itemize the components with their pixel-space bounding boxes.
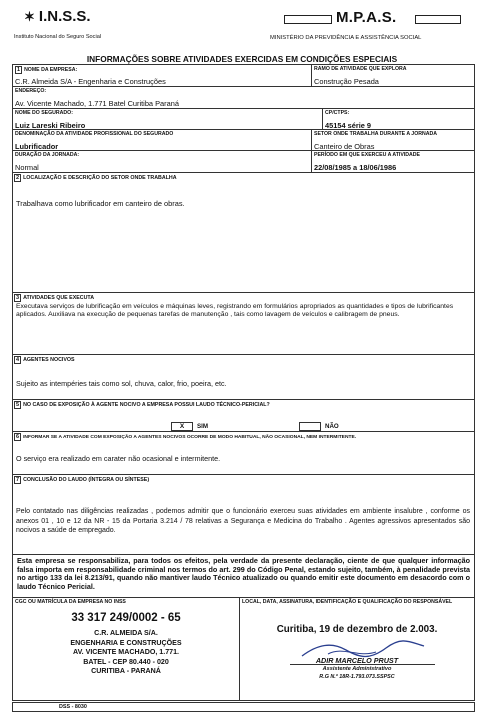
ctps-label: CP/CTPS: [325,110,350,116]
signer-rg: R.G N.º 18R-1.793.073.SSPSC [319,674,395,680]
branch-cell [312,65,474,86]
stamp-line-2: ENGENHARIA E CONSTRUÇÕES [70,638,182,647]
section-2-text: Trabalhava como lubrificador em canteiro de obras. [16,199,185,208]
insured-cell [13,109,323,129]
inss-logo-text: I.N.S.S. [38,8,91,25]
activity-label: DENOMINAÇÃO DA ATIVIDADE PROFISSIONAL DO SEGURADO [15,131,174,137]
activity-value: Lubrificador [15,142,59,151]
yes-label: SIM [197,423,209,430]
section-number: 7 [16,477,20,483]
declaration-text: Esta empresa se responsabiliza, para todos os efeitos, pela verdade da presente declaração, ciente de que qualquer informação falsa importa em responsabilidade criminal nos termos do art. 299 do Código Penal, estando sujeito, também, à penalidade prevista no artigo 133 da lei 8.213/91, quando não mantiver laudo Técnico atualizado ou quando emitir este documento em desacordo com o laudo Técnico Pericial. [17,556,470,591]
period-cell [312,151,474,172]
section-2-title: LOCALIZAÇÃO E DESCRIÇÃO DO SETOR ONDE TRABALHA [23,175,177,181]
stamp-line-5: CURITIBA - PARANÁ [91,667,161,675]
insured-label: NOME DO SEGURADO: [15,110,73,116]
cgc-label: CGC OU MATRÍCULA DA EMPRESA NO INSS [15,599,126,605]
sector-value: Canteiro de Obras [314,142,375,151]
no-checkbox[interactable] [299,422,321,431]
section-7-text: Pelo contatado nas diligências realizadas , podemos admitir que o funcionário exerceu suas atividades em ambiente insalubre , conforme os anexos 01 , 10 e 12 da NR - 15 da Portaria 3.214 / 78 relativas a Segurança e Medicina do Trabalho . Agentes agressivos apresentados são nocivos a saúde de empregado. [16,508,470,535]
section-3-title: ATIVIDADES QUE EXECUTA [23,295,95,301]
mpas-right-bar [415,15,461,24]
no-label: NÃO [325,423,339,430]
signature-cell [240,598,474,700]
address-row [12,86,475,109]
section-6-title: INFORMAR SE A ATIVIDADE COM EXPOSIÇÃO A AGENTES NOCIVOS OCORRE DE MODO HABITUAL, NÃO OCASIONAL, NEM INTERMITENTE. [23,435,357,440]
section-6 [12,431,475,475]
section-7-title: CONCLUSÃO DO LAUDO (ÍNTEGRA OU SÍNTESE) [23,477,150,483]
inss-subtitle: Instituto Nacional do Seguro Social [14,34,102,40]
section-4-text: Sujeito as intempéries tais como sol, chuva, calor, frio, poeira, etc. [16,379,227,388]
section-4 [12,354,475,400]
ctps-cell [323,109,474,129]
signature-label: LOCAL, DATA, ASSINATURA, IDENTIFICAÇÃO E QUALIFICAÇÃO DO RESPONSÁVEL [242,599,453,605]
section-5 [12,399,475,432]
signer-role: Assistente Administrativo [322,666,392,672]
section-number: 3 [16,295,20,301]
section-number: 6 [16,434,20,440]
section-3-text: Executava serviços de lubrificação em veículos e máquinas leves, registrando em formulários apropriados as quantidades e tipos de lubrificantes aplicados. Auxiliava na execução de pequenas tarefas de manutenção , tais como lavagem de veículos e calibragem de pneus. [16,303,454,319]
stamp-line-4: BATEL - CEP 80.440 - 020 [83,657,169,666]
activity-row [12,129,475,151]
mpas-subtitle: MINISTÉRIO DA PREVIDÊNCIA E ASSISTÊNCIA SOCIAL [270,35,422,41]
declaration-box [12,554,475,598]
mpas-logo-text: M.P.A.S. [336,9,397,26]
section-number: 4 [16,357,20,363]
duration-row [12,150,475,173]
branch-value: Construção Pesada [314,77,379,86]
place-date: Curitiba, 19 de dezembro de 2.003. [276,624,438,635]
footer-row [12,597,475,701]
period-label: PERÍODO EM QUE EXERCEU A ATIVIDADE [314,152,420,158]
company-row [12,64,475,87]
section-number: 5 [16,402,20,408]
sector-label: SETOR ONDE TRABALHA DURANTE A JORNADA [314,131,437,137]
form-title: INFORMAÇÕES SOBRE ATIVIDADES EXERCIDAS EM CONDIÇÕES ESPECIAIS [86,54,398,64]
mpas-left-bar [284,15,332,24]
section-number: 2 [16,175,20,181]
section-2 [12,172,475,293]
cgc-cell [13,598,240,700]
ctps-value: 45154 série 9 [325,121,372,130]
section-6-text: O serviço era realizado em carater não ocasional e intermitente. [16,454,221,463]
form-code: DSS - 8030 [12,702,475,712]
company-label: NOME DA EMPRESA: [24,67,78,73]
section-5-title: NO CASO DE EXPOSIÇÃO À AGENTE NOCIVO A EMPRESA POSSUI LAUDO TÉCNICO-PERICIAL? [23,402,270,408]
eagle-icon: ✶ [24,9,35,24]
inss-logo [24,8,91,25]
stamp-line-3: AV. VICENTE MACHADO, 1.771. [72,648,180,656]
duration-value: Normal [15,163,39,172]
insured-row [12,108,475,130]
period-value: 22/08/1985 a 18/06/1986 [314,163,397,172]
sector-cell [312,130,474,150]
duration-label: DURAÇÃO DA JORNADA: [15,152,80,158]
mpas-logo [284,10,460,28]
cgc-value: 33 317 249/0002 - 65 [71,612,181,624]
duration-cell [13,151,312,172]
company-cell [13,65,312,86]
address-label: ENDEREÇO: [15,88,47,94]
signer-name: ADIR MARCELO PRUST [315,656,399,665]
section-number: 1 [17,67,21,73]
yes-checkbox[interactable]: X [171,422,193,431]
activity-cell [13,130,312,150]
stamp-line-1: C.R. ALMEIDA S/A. [94,629,158,637]
address-value: Av. Vicente Machado, 1.771 Batel Curitiba Paraná [15,99,179,108]
section-4-title: AGENTES NOCIVOS [23,357,75,363]
company-value: C.R. Almeida S/A - Engenharia e Construções [15,77,166,86]
branch-label: RAMO DE ATIVIDADE QUE EXPLORA [314,66,407,72]
section-7 [12,474,475,555]
insured-value: Luiz Lareski Ribeiro [15,121,86,130]
section-3 [12,292,475,355]
